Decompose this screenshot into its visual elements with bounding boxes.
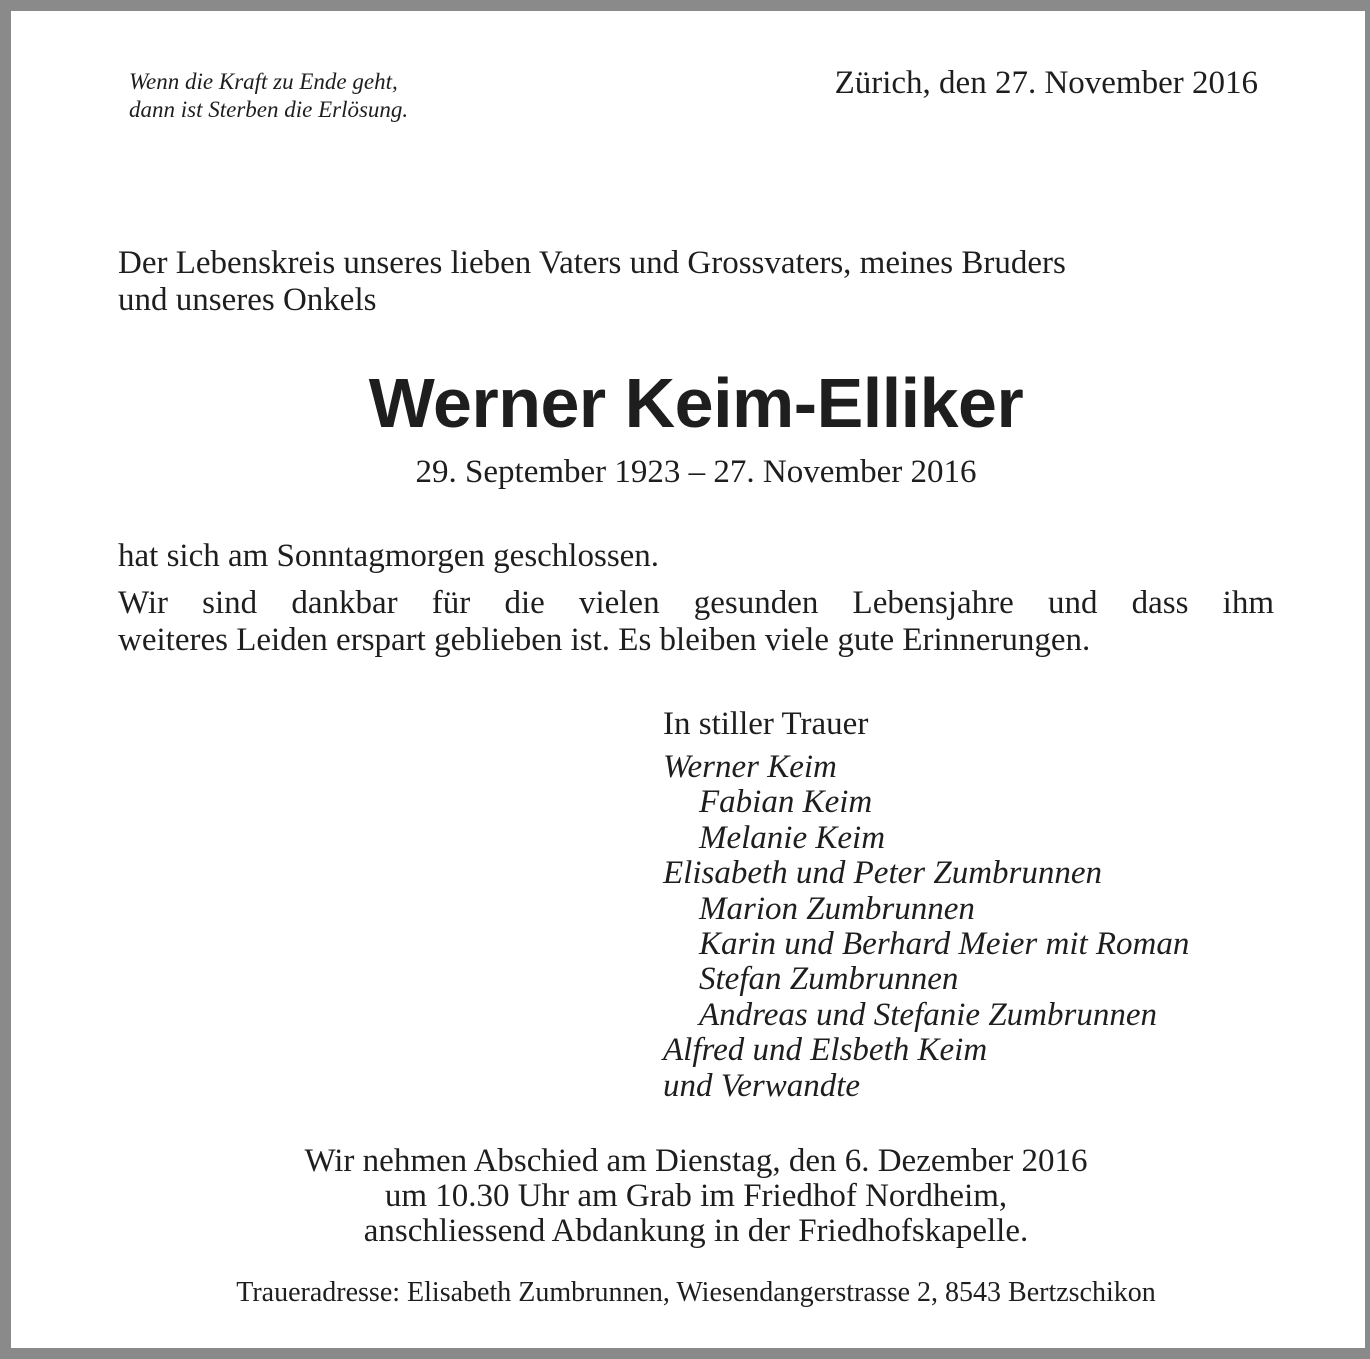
thanks-line-2: weiteres Leiden erspart geblieben ist. Es bleiben viele gute Erinnerungen.: [118, 622, 1091, 658]
deceased-name: Werner Keim-Elliker: [368, 364, 1024, 442]
thanks-paragraph: [118, 585, 1274, 659]
mourner-name: Melanie Keim: [699, 819, 886, 856]
motto-line-1: Wenn die Kraft zu Ende geht,: [129, 69, 398, 94]
mourner-name: Fabian Keim: [699, 784, 873, 821]
intro-line-2: und unseres Onkels: [118, 282, 377, 318]
place-date: Zürich, den 27. November 2016: [834, 65, 1258, 101]
mourners-list: [663, 750, 1189, 1104]
motto-line-2: dann ist Sterben die Erlösung.: [129, 97, 409, 122]
mourner-name: Stefan Zumbrunnen: [699, 961, 959, 998]
farewell-line-3: anschliessend Abdankung in der Friedhofskapelle.: [363, 1213, 1029, 1249]
motto: [129, 68, 408, 124]
mourning-address: Traueradresse: Elisabeth Zumbrunnen, Wiesendangerstrasse 2, 8543 Bertzschikon: [236, 1277, 1156, 1308]
intro-line-1: Der Lebenskreis unseres lieben Vaters und Grossvaters, meines Bruders: [118, 245, 1066, 281]
farewell-notice: [11, 1144, 1370, 1249]
mourner-name: Werner Keim: [663, 749, 837, 785]
closing-line: hat sich am Sonntagmorgen geschlossen.: [118, 538, 660, 574]
farewell-line-1: Wir nehmen Abschied am Dienstag, den 6. Dezember 2016: [304, 1143, 1088, 1179]
mourner-name: Marion Zumbrunnen: [699, 890, 975, 927]
thanks-line-1: Wir sind dankbar für die vielen gesunden Lebensjahre und dass ihm: [118, 585, 1274, 621]
farewell-line-2: um 10.30 Uhr am Grab im Friedhof Nordheim,: [384, 1178, 1008, 1214]
mourning-heading: In stiller Trauer: [663, 706, 869, 742]
intro-paragraph: [118, 245, 1274, 319]
mourner-name: Elisabeth und Peter Zumbrunnen: [663, 855, 1103, 892]
mourner-name: Andreas und Stefanie Zumbrunnen: [699, 996, 1157, 1033]
mourner-name: Karin und Berhard Meier mit Roman: [699, 926, 1190, 963]
mourner-name: und Verwandte: [663, 1067, 861, 1104]
mourner-name: Alfred und Elsbeth Keim: [663, 1032, 988, 1069]
life-dates: 29. September 1923 – 27. November 2016: [415, 454, 977, 490]
